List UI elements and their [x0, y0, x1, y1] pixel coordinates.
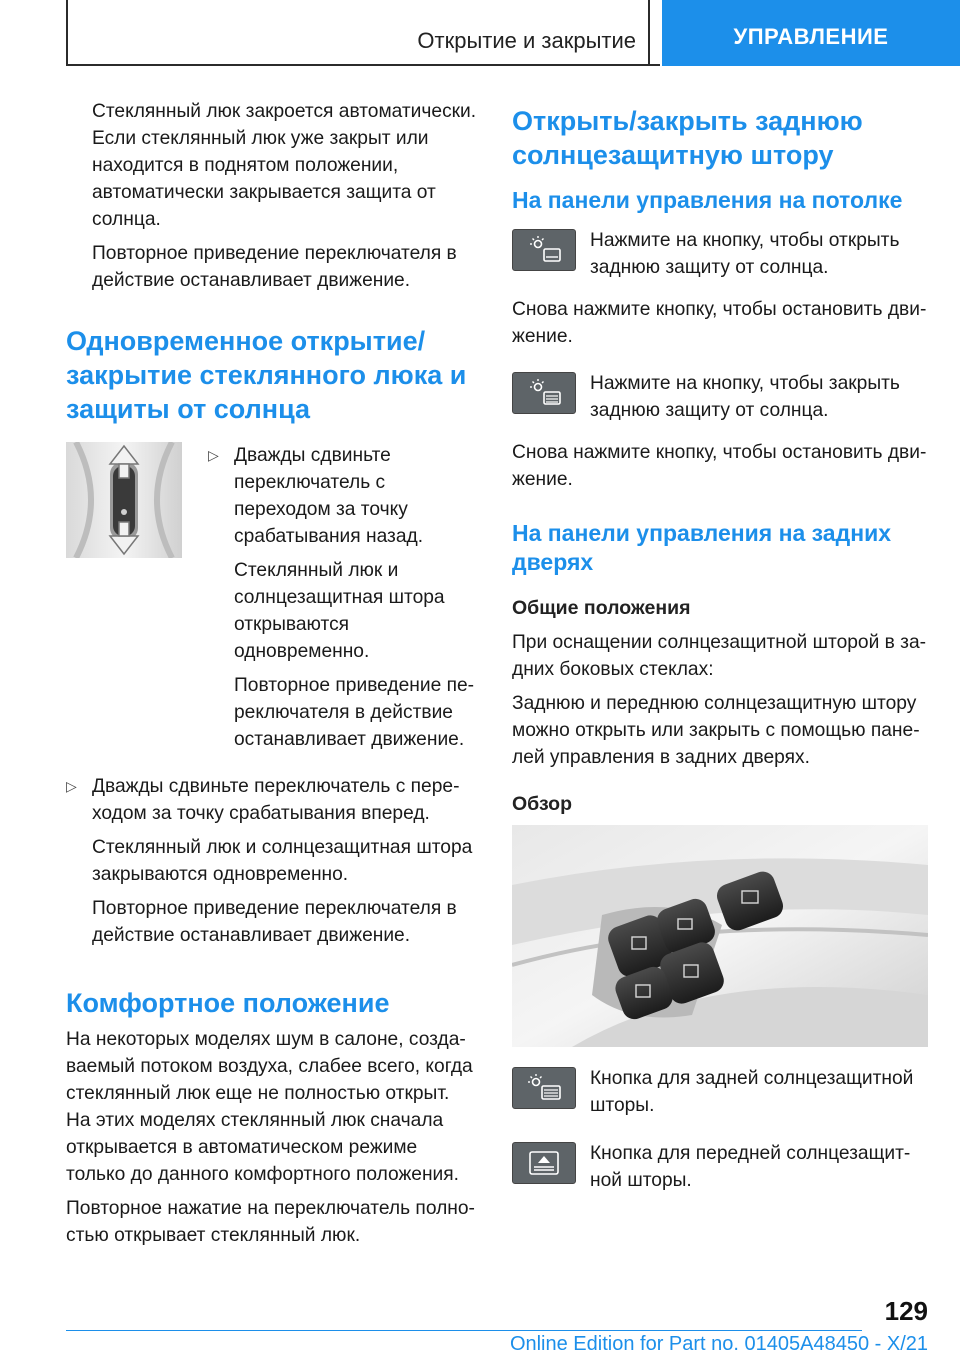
- rear-door-panel-photo: [512, 825, 928, 1047]
- heading-simultaneous: Одновременное открытие/ закрытие стеклянного люка и защиты от солнца: [66, 326, 467, 424]
- front-blind-door-button-icon: [512, 1142, 576, 1184]
- triangle-bullet-icon: ▷: [208, 447, 219, 463]
- bullet2-text-3: Повторное приведение переключателя в действие останавливает движение.: [92, 898, 457, 946]
- comfort-paragraph-1: На некоторых моделях шум в салоне, создаваемый потоком воздуха, слабее всего, когда стеклянный люк еще не полностью открыт. На этих моделях стеклянный люк сначала открывается в автоматическом режиме только до данного комфортного положения.: [66, 1029, 473, 1185]
- ceiling-text-4: Снова нажмите кнопку, чтобы остановить движение.: [512, 442, 927, 490]
- bullet2-text-2: Стеклянный люк и солнцезащитная штора закрываются одновременно.: [92, 837, 473, 885]
- right-column: [512, 98, 928, 1209]
- rear-blind-close-button-icon: [512, 372, 576, 414]
- bullet-item-1: [208, 442, 478, 760]
- header-rule-right: [648, 0, 650, 66]
- ceiling-text-2: Снова нажмите кнопку, чтобы остановить движение.: [512, 299, 927, 347]
- bullet1-text-2: Стеклянный люк и солнцезащитная штора открываются одновременно.: [234, 560, 445, 662]
- legend-text-2: Кнопка для передней солнцезащитной шторы.: [590, 1143, 911, 1191]
- heading-general: Общие положения: [512, 597, 691, 619]
- intro-paragraph-1: Стеклянный люк закроется автоматически. Если стеклянный люк уже закрыт или находится в поднятом положении, автоматически закрывается защита от солнца.: [92, 101, 477, 230]
- rear-blind-open-button-icon: [512, 229, 576, 271]
- legend-text-1: Кнопка для задней солнцезащитной шторы.: [590, 1068, 914, 1116]
- bullet1-text-1: Дважды сдвиньте переключатель с переходом за точку срабатывания назад.: [234, 445, 424, 547]
- heading-rear-doors-panel: На панели управления на задних дверях: [512, 520, 892, 575]
- legend-row-2: [512, 1140, 928, 1201]
- intro-paragraph-2: Повторное приведение переключателя в действие останавливает движение.: [92, 243, 457, 291]
- bullet1-text-3: Повторное приведение переключателя в действие останавливает движение.: [234, 675, 475, 750]
- switch-illustration-block: [66, 442, 478, 767]
- general-paragraph-2: Заднюю и переднюю солнцезащитную штору можно открыть или закрыть с помощью панелей управления в задних дверях.: [512, 693, 920, 768]
- page-number: 129: [884, 1296, 928, 1326]
- heading-comfort: Комфортное положение: [66, 988, 390, 1018]
- triangle-bullet-icon: ▷: [66, 778, 77, 794]
- header-section-title: Открытие и закрытие: [417, 28, 636, 53]
- heading-rear-blind: Открыть/закрыть заднюю солнцезащитную штору: [512, 106, 863, 170]
- legend-row-1: [512, 1065, 928, 1126]
- bullet-item-2: [66, 773, 478, 956]
- heading-ceiling-panel: На панели управления на потолке: [512, 187, 903, 213]
- heading-overview: Обзор: [512, 793, 572, 815]
- ceiling-text-3: Нажмите на кнопку, чтобы закрыть заднюю защиту от солнца.: [590, 373, 900, 421]
- footer-edition-text: Online Edition for Part no. 01405A48450 - X/21: [509, 1333, 928, 1355]
- ceiling-close-row: [512, 370, 928, 431]
- general-paragraph-1: При оснащении солнцезащитной шторой в задних боковых стеклах:: [512, 632, 927, 680]
- header-rule-left: [66, 0, 68, 66]
- roof-switch-illustration: [66, 442, 182, 767]
- header-chapter-tab: УПРАВЛЕНИЕ: [662, 0, 960, 66]
- comfort-paragraph-2: Повторное нажатие на переключатель полностью открывает стеклянный люк.: [66, 1198, 475, 1246]
- left-column: [66, 98, 478, 1256]
- header-rule-bottom: [66, 64, 660, 66]
- rear-blind-door-button-icon: [512, 1067, 576, 1109]
- footer-rule: [66, 1330, 862, 1331]
- bullet2-text-1: Дважды сдвиньте переключатель с переходом за точку срабатывания вперед.: [92, 776, 460, 824]
- ceiling-open-row: [512, 227, 928, 288]
- ceiling-text-1: Нажмите на кнопку, чтобы открыть заднюю защиту от солнца.: [590, 230, 900, 278]
